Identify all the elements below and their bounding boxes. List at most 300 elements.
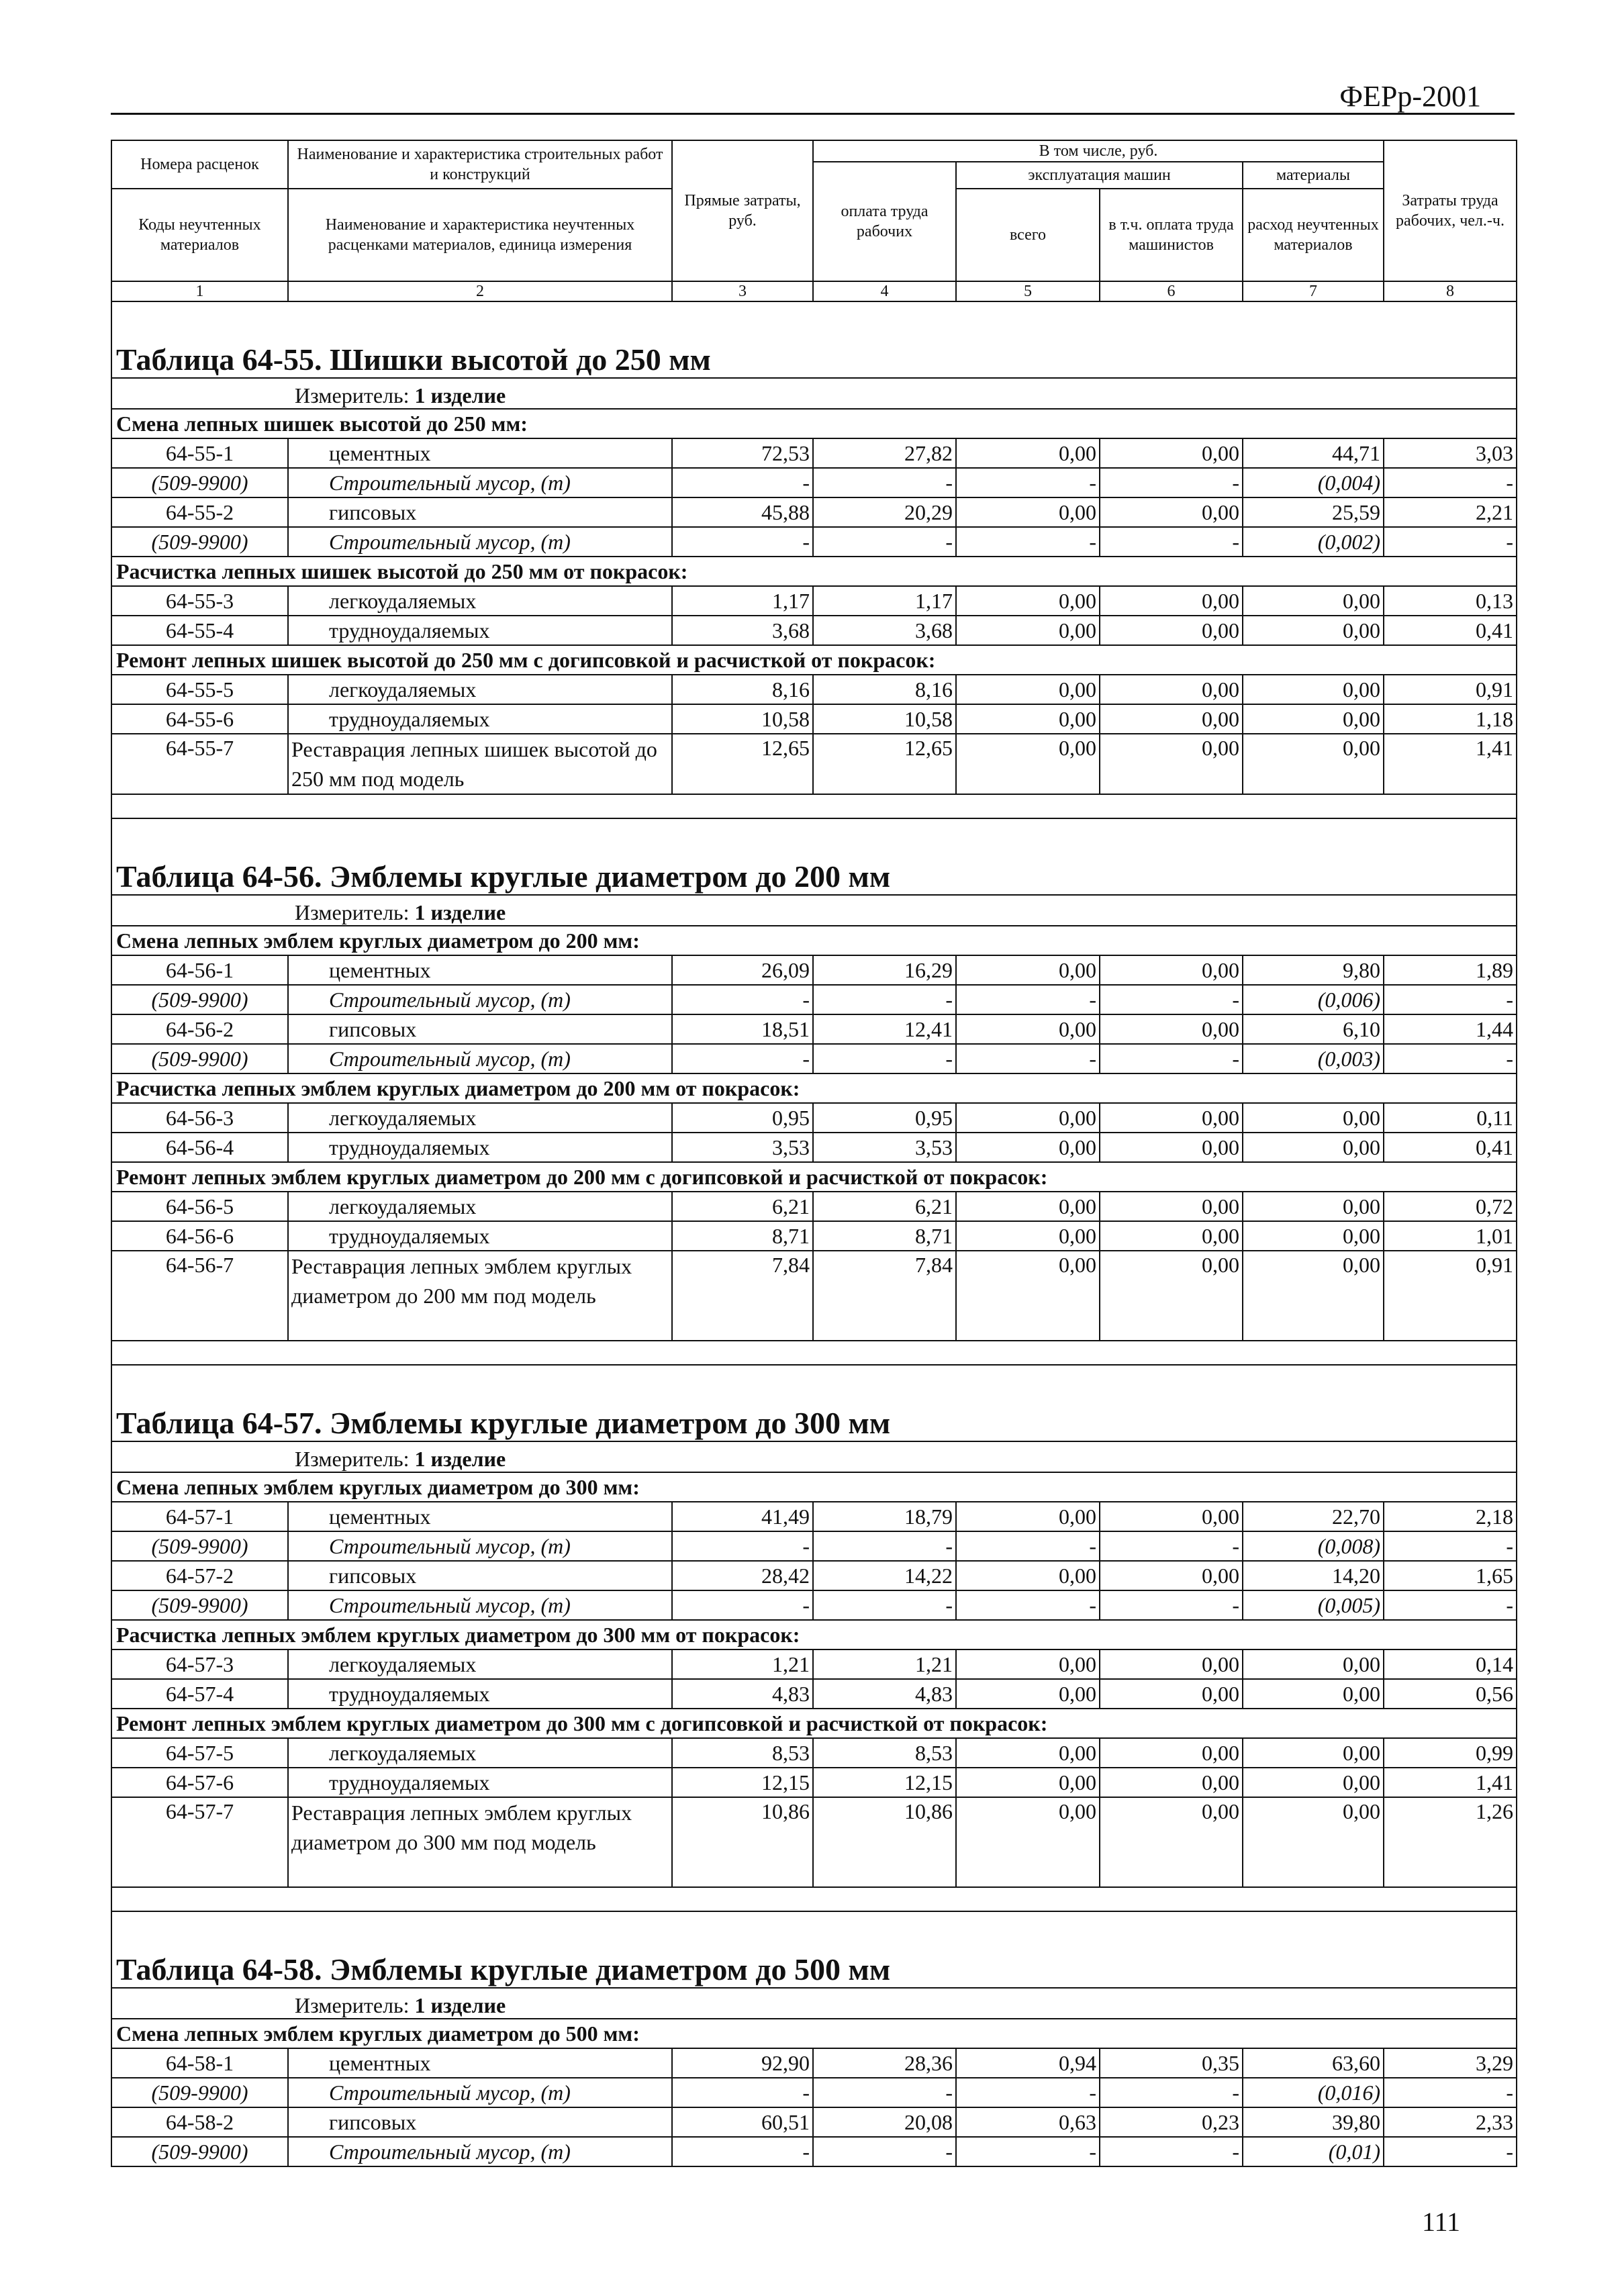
machines-total: 0,00: [956, 955, 1100, 985]
rate-code: 64-55-6: [111, 704, 288, 734]
section-heading-row: [111, 557, 1517, 586]
material-name: Строительный мусор, (т): [288, 1044, 672, 1073]
rate-row: [111, 1251, 1517, 1341]
rate-row: [111, 616, 1517, 645]
labor-hours: 0,41: [1384, 616, 1517, 645]
labor-pay: 10,86: [813, 1797, 956, 1887]
direct-cost: 28,42: [672, 1561, 813, 1590]
materials-cost: 39,80: [1243, 2107, 1384, 2137]
labor-hours: 2,33: [1384, 2107, 1517, 2137]
materials-cost: 63,60: [1243, 2048, 1384, 2078]
section-heading: Расчистка лепных эмблем круглых диаметром до 200 мм от покрасок:: [111, 1073, 1517, 1103]
meter-value: 1 изделие: [414, 383, 506, 408]
work-name: легкоудаляемых: [288, 586, 672, 616]
rate-row: [111, 497, 1517, 527]
labor-pay: 6,21: [813, 1192, 956, 1221]
labor-hours: -: [1384, 985, 1517, 1014]
labor-pay: -: [813, 527, 956, 557]
direct-cost: -: [672, 2078, 813, 2107]
section-heading: Ремонт лепных эмблем круглых диаметром до 200 мм с догипсовкой и расчисткой от покрасок:: [111, 1162, 1517, 1192]
rates-page: [111, 140, 1516, 2194]
meter-label: Измеритель:: [295, 900, 410, 924]
direct-cost: 18,51: [672, 1014, 813, 1044]
column-number: 7: [1243, 281, 1384, 301]
direct-cost: 6,21: [672, 1192, 813, 1221]
machines-total: 0,00: [956, 1679, 1100, 1709]
labor-pay: 1,17: [813, 586, 956, 616]
machines-total: -: [956, 2078, 1100, 2107]
labor-pay: -: [813, 2137, 956, 2166]
labor-hours: 1,65: [1384, 1561, 1517, 1590]
materials-cost: (0,004): [1243, 468, 1384, 497]
labor-pay: 12,41: [813, 1014, 956, 1044]
direct-cost: -: [672, 1531, 813, 1561]
direct-cost: 8,53: [672, 1738, 813, 1768]
machinist-pay: -: [1100, 527, 1243, 557]
column-number: 8: [1384, 281, 1517, 301]
rate-row: [111, 955, 1517, 985]
labor-hours: 0,11: [1384, 1103, 1517, 1133]
labor-hours: 3,03: [1384, 438, 1517, 468]
direct-cost: 41,49: [672, 1502, 813, 1531]
labor-hours: 0,72: [1384, 1192, 1517, 1221]
labor-hours: -: [1384, 1590, 1517, 1620]
material-code: (509-9900): [111, 2078, 288, 2107]
work-name: цементных: [288, 438, 672, 468]
labor-pay: 7,84: [813, 1251, 956, 1341]
material-row: [111, 2137, 1517, 2166]
direct-cost: 10,86: [672, 1797, 813, 1887]
section-heading: Ремонт лепных шишек высотой до 250 мм с догипсовкой и расчисткой от покрасок:: [111, 645, 1517, 675]
material-name: Строительный мусор, (т): [288, 468, 672, 497]
section-heading: Смена лепных эмблем круглых диаметром до 200 мм:: [111, 926, 1517, 955]
direct-cost: -: [672, 2137, 813, 2166]
meter-value: 1 изделие: [414, 900, 506, 924]
machinist-pay: -: [1100, 1044, 1243, 1073]
direct-cost: 8,16: [672, 675, 813, 704]
table-title: Таблица 64-57. Эмблемы круглые диаметром до 300 мм: [111, 1365, 1517, 1441]
spacer-cell: [111, 794, 1517, 818]
rate-code: 64-56-4: [111, 1133, 288, 1162]
materials-cost: 0,00: [1243, 1251, 1384, 1341]
header-codes-top: Номера расценок: [111, 140, 288, 189]
labor-hours: 1,01: [1384, 1221, 1517, 1251]
rate-code: 64-57-4: [111, 1679, 288, 1709]
labor-hours: 0,91: [1384, 675, 1517, 704]
header-direct-costs: Прямые затраты, руб.: [672, 140, 813, 281]
rate-row: [111, 1768, 1517, 1797]
materials-cost: 0,00: [1243, 1649, 1384, 1679]
machinist-pay: 0,00: [1100, 1103, 1243, 1133]
machinist-pay: 0,00: [1100, 1221, 1243, 1251]
meter-row: [111, 378, 1517, 409]
machinist-pay: 0,00: [1100, 1014, 1243, 1044]
rate-row: [111, 2107, 1517, 2137]
rate-code: 64-57-7: [111, 1797, 288, 1887]
direct-cost: -: [672, 1590, 813, 1620]
materials-cost: (0,006): [1243, 985, 1384, 1014]
header-labor-hours: Затраты труда рабочих, чел.-ч.: [1384, 140, 1517, 281]
meter-cell: [111, 1988, 1517, 2019]
header-name-bottom: Наименование и характеристика неучтенных расценками материалов, единица измерения: [288, 189, 672, 281]
section-heading: Расчистка лепных эмблем круглых диаметром до 300 мм от покрасок:: [111, 1620, 1517, 1649]
labor-pay: -: [813, 2078, 956, 2107]
materials-cost: 0,00: [1243, 1133, 1384, 1162]
materials-cost: 0,00: [1243, 1797, 1384, 1887]
header-including: В том числе, руб.: [813, 140, 1384, 162]
header-codes-bottom: Коды неучтенных материалов: [111, 189, 288, 281]
work-name: Реставрация лепных эмблем круглых диаметром до 200 мм под модель: [288, 1251, 672, 1341]
labor-hours: -: [1384, 527, 1517, 557]
labor-hours: 0,99: [1384, 1738, 1517, 1768]
section-heading-row: [111, 1620, 1517, 1649]
materials-cost: 0,00: [1243, 1192, 1384, 1221]
rate-code: 64-55-2: [111, 497, 288, 527]
direct-cost: 26,09: [672, 955, 813, 985]
machines-total: -: [956, 527, 1100, 557]
direct-cost: 72,53: [672, 438, 813, 468]
rate-row: [111, 1797, 1517, 1887]
spacer-cell: [111, 1887, 1517, 1911]
meter-row: [111, 1988, 1517, 2019]
machinist-pay: 0,00: [1100, 1768, 1243, 1797]
machines-total: 0,00: [956, 1014, 1100, 1044]
work-name: гипсовых: [288, 1561, 672, 1590]
direct-cost: 8,71: [672, 1221, 813, 1251]
materials-cost: 0,00: [1243, 1221, 1384, 1251]
machines-total: 0,00: [956, 675, 1100, 704]
material-code: (509-9900): [111, 2137, 288, 2166]
labor-hours: 0,14: [1384, 1649, 1517, 1679]
meter-label: Измеритель:: [295, 1447, 410, 1471]
header-materials: материалы: [1243, 162, 1384, 189]
material-name: Строительный мусор, (т): [288, 985, 672, 1014]
machinist-pay: -: [1100, 2078, 1243, 2107]
rate-row: [111, 1738, 1517, 1768]
section-heading-row: [111, 1162, 1517, 1192]
labor-hours: 1,44: [1384, 1014, 1517, 1044]
rate-code: 64-57-2: [111, 1561, 288, 1590]
meter-cell: [111, 1441, 1517, 1472]
direct-cost: 60,51: [672, 2107, 813, 2137]
direct-cost: -: [672, 1044, 813, 1073]
material-row: [111, 1590, 1517, 1620]
meter-row: [111, 1441, 1517, 1472]
materials-cost: 6,10: [1243, 1014, 1384, 1044]
rate-row: [111, 1192, 1517, 1221]
machines-total: 0,00: [956, 1133, 1100, 1162]
rate-row: [111, 1133, 1517, 1162]
machines-total: 0,00: [956, 734, 1100, 794]
labor-hours: 2,21: [1384, 497, 1517, 527]
rate-code: 64-55-7: [111, 734, 288, 794]
labor-pay: 16,29: [813, 955, 956, 985]
section-heading: Смена лепных шишек высотой до 250 мм:: [111, 409, 1517, 438]
work-name: цементных: [288, 1502, 672, 1531]
material-code: (509-9900): [111, 1590, 288, 1620]
rate-row: [111, 1649, 1517, 1679]
column-number: 6: [1100, 281, 1243, 301]
material-code: (509-9900): [111, 468, 288, 497]
materials-cost: 9,80: [1243, 955, 1384, 985]
table-spacer: [111, 1341, 1517, 1365]
machines-total: 0,00: [956, 1797, 1100, 1887]
labor-pay: 12,15: [813, 1768, 956, 1797]
labor-pay: 27,82: [813, 438, 956, 468]
machinist-pay: 0,00: [1100, 675, 1243, 704]
machinist-pay: 0,00: [1100, 497, 1243, 527]
material-row: [111, 2078, 1517, 2107]
rate-code: 64-55-1: [111, 438, 288, 468]
section-heading-row: [111, 1073, 1517, 1103]
machines-total: 0,00: [956, 1502, 1100, 1531]
material-code: (509-9900): [111, 985, 288, 1014]
labor-hours: 3,29: [1384, 2048, 1517, 2078]
rate-code: 64-56-3: [111, 1103, 288, 1133]
work-name: легкоудаляемых: [288, 1738, 672, 1768]
labor-hours: 0,41: [1384, 1133, 1517, 1162]
labor-pay: -: [813, 1531, 956, 1561]
labor-pay: 18,79: [813, 1502, 956, 1531]
machinist-pay: -: [1100, 468, 1243, 497]
rate-code: 64-57-1: [111, 1502, 288, 1531]
materials-cost: 0,00: [1243, 1738, 1384, 1768]
meter-label: Измеритель:: [295, 1993, 410, 2017]
materials-cost: 0,00: [1243, 586, 1384, 616]
materials-cost: 22,70: [1243, 1502, 1384, 1531]
direct-cost: 12,15: [672, 1768, 813, 1797]
machinist-pay: 0,00: [1100, 1738, 1243, 1768]
machines-total: 0,00: [956, 704, 1100, 734]
column-number: 4: [813, 281, 956, 301]
materials-cost: (0,008): [1243, 1531, 1384, 1561]
table-title: Таблица 64-56. Эмблемы круглые диаметром до 200 мм: [111, 818, 1517, 895]
labor-hours: 1,18: [1384, 704, 1517, 734]
table-spacer: [111, 794, 1517, 818]
rate-code: 64-55-5: [111, 675, 288, 704]
labor-pay: 3,68: [813, 616, 956, 645]
page-number: 111: [1422, 2207, 1461, 2237]
labor-pay: -: [813, 1044, 956, 1073]
section-heading-row: [111, 645, 1517, 675]
direct-cost: 92,90: [672, 2048, 813, 2078]
labor-hours: -: [1384, 1531, 1517, 1561]
work-name: гипсовых: [288, 2107, 672, 2137]
machinist-pay: 0,00: [1100, 586, 1243, 616]
column-number: 1: [111, 281, 288, 301]
labor-pay: 3,53: [813, 1133, 956, 1162]
header-machinist-pay: в т.ч. оплата труда машинистов: [1100, 189, 1243, 281]
spacer-cell: [111, 1341, 1517, 1365]
work-name: легкоудаляемых: [288, 1649, 672, 1679]
machinist-pay: 0,23: [1100, 2107, 1243, 2137]
materials-cost: 14,20: [1243, 1561, 1384, 1590]
materials-cost: (0,003): [1243, 1044, 1384, 1073]
machines-total: 0,00: [956, 1251, 1100, 1341]
machines-total: 0,00: [956, 1738, 1100, 1768]
material-row: [111, 985, 1517, 1014]
material-code: (509-9900): [111, 1531, 288, 1561]
labor-hours: 1,41: [1384, 1768, 1517, 1797]
machines-total: 0,00: [956, 1768, 1100, 1797]
table-title-row: [111, 818, 1517, 895]
machines-total: -: [956, 468, 1100, 497]
work-name: трудноудаляемых: [288, 704, 672, 734]
header-name-top: Наименование и характеристика строительных работ и конструкций: [288, 140, 672, 189]
rate-code: 64-57-3: [111, 1649, 288, 1679]
direct-cost: 10,58: [672, 704, 813, 734]
machines-total: 0,63: [956, 2107, 1100, 2137]
meter-label: Измеритель:: [295, 383, 410, 408]
materials-cost: 0,00: [1243, 734, 1384, 794]
machinist-pay: 0,00: [1100, 1679, 1243, 1709]
section-heading: Расчистка лепных шишек высотой до 250 мм от покрасок:: [111, 557, 1517, 586]
materials-cost: 0,00: [1243, 1679, 1384, 1709]
header-rule: [111, 113, 1515, 115]
header-machines: эксплуатация машин: [956, 162, 1243, 189]
labor-pay: -: [813, 468, 956, 497]
labor-hours: 0,91: [1384, 1251, 1517, 1341]
rate-row: [111, 1221, 1517, 1251]
direct-cost: 1,17: [672, 586, 813, 616]
labor-hours: -: [1384, 468, 1517, 497]
labor-hours: 2,18: [1384, 1502, 1517, 1531]
machines-total: 0,00: [956, 497, 1100, 527]
rate-row: [111, 1502, 1517, 1531]
labor-pay: 8,16: [813, 675, 956, 704]
header-machines-total: всего: [956, 189, 1100, 281]
machinist-pay: -: [1100, 2137, 1243, 2166]
labor-hours: 1,41: [1384, 734, 1517, 794]
machines-total: 0,00: [956, 586, 1100, 616]
work-name: трудноудаляемых: [288, 1768, 672, 1797]
work-name: трудноудаляемых: [288, 1679, 672, 1709]
rate-code: 64-58-1: [111, 2048, 288, 2078]
work-name: гипсовых: [288, 497, 672, 527]
material-code: (509-9900): [111, 1044, 288, 1073]
section-heading: Смена лепных эмблем круглых диаметром до 500 мм:: [111, 2019, 1517, 2048]
rate-row: [111, 1014, 1517, 1044]
rate-code: 64-57-6: [111, 1768, 288, 1797]
meter-value: 1 изделие: [414, 1993, 506, 2017]
labor-hours: 0,56: [1384, 1679, 1517, 1709]
rate-row: [111, 2048, 1517, 2078]
labor-pay: 10,58: [813, 704, 956, 734]
machinist-pay: 0,00: [1100, 1649, 1243, 1679]
machines-total: -: [956, 1590, 1100, 1620]
materials-cost: 25,59: [1243, 497, 1384, 527]
material-name: Строительный мусор, (т): [288, 1531, 672, 1561]
work-name: легкоудаляемых: [288, 1192, 672, 1221]
machinist-pay: 0,00: [1100, 1251, 1243, 1341]
column-number: 3: [672, 281, 813, 301]
section-heading-row: [111, 1472, 1517, 1502]
table-title: Таблица 64-58. Эмблемы круглые диаметром до 500 мм: [111, 1911, 1517, 1988]
material-row: [111, 468, 1517, 497]
table-title-row: [111, 1911, 1517, 1988]
labor-pay: 1,21: [813, 1649, 956, 1679]
table-body: [111, 140, 1517, 2166]
work-name: цементных: [288, 955, 672, 985]
material-row: [111, 1044, 1517, 1073]
rate-row: [111, 1103, 1517, 1133]
direct-cost: 3,68: [672, 616, 813, 645]
machines-total: 0,00: [956, 1103, 1100, 1133]
rate-row: [111, 1679, 1517, 1709]
machinist-pay: -: [1100, 1590, 1243, 1620]
rate-row: [111, 704, 1517, 734]
work-name: трудноудаляемых: [288, 1133, 672, 1162]
section-heading-row: [111, 409, 1517, 438]
section-heading-row: [111, 926, 1517, 955]
rate-code: 64-55-3: [111, 586, 288, 616]
materials-cost: 0,00: [1243, 675, 1384, 704]
header-materials-use: расход неучтенных материалов: [1243, 189, 1384, 281]
machines-total: -: [956, 985, 1100, 1014]
machines-total: 0,94: [956, 2048, 1100, 2078]
table-title: Таблица 64-55. Шишки высотой до 250 мм: [111, 301, 1517, 378]
materials-cost: 0,00: [1243, 1103, 1384, 1133]
machinist-pay: 0,00: [1100, 1502, 1243, 1531]
table-spacer: [111, 1887, 1517, 1911]
labor-hours: 0,13: [1384, 586, 1517, 616]
direct-cost: 12,65: [672, 734, 813, 794]
material-row: [111, 527, 1517, 557]
rate-code: 64-57-5: [111, 1738, 288, 1768]
direct-cost: 45,88: [672, 497, 813, 527]
rate-code: 64-56-2: [111, 1014, 288, 1044]
machines-total: 0,00: [956, 438, 1100, 468]
machinist-pay: 0,00: [1100, 1192, 1243, 1221]
column-number: 5: [956, 281, 1100, 301]
labor-pay: 8,53: [813, 1738, 956, 1768]
direct-cost: 3,53: [672, 1133, 813, 1162]
labor-pay: 28,36: [813, 2048, 956, 2078]
direct-cost: 4,83: [672, 1679, 813, 1709]
rate-row: [111, 675, 1517, 704]
labor-hours: -: [1384, 2137, 1517, 2166]
rate-row: [111, 734, 1517, 794]
rate-code: 64-55-4: [111, 616, 288, 645]
machines-total: 0,00: [956, 1561, 1100, 1590]
labor-pay: 20,08: [813, 2107, 956, 2137]
machinist-pay: 0,00: [1100, 955, 1243, 985]
meter-cell: [111, 378, 1517, 409]
material-code: (509-9900): [111, 527, 288, 557]
machinist-pay: 0,00: [1100, 1133, 1243, 1162]
column-number: 2: [288, 281, 672, 301]
material-name: Строительный мусор, (т): [288, 2137, 672, 2166]
rate-code: 64-56-1: [111, 955, 288, 985]
machines-total: 0,00: [956, 1221, 1100, 1251]
machines-total: -: [956, 1531, 1100, 1561]
labor-pay: 12,65: [813, 734, 956, 794]
direct-cost: 0,95: [672, 1103, 813, 1133]
materials-cost: 0,00: [1243, 1768, 1384, 1797]
table-title-row: [111, 301, 1517, 378]
rate-code: 64-56-6: [111, 1221, 288, 1251]
direct-cost: 1,21: [672, 1649, 813, 1679]
rate-code: 64-56-7: [111, 1251, 288, 1341]
work-name: Реставрация лепных эмблем круглых диаметром до 300 мм под модель: [288, 1797, 672, 1887]
materials-cost: (0,002): [1243, 527, 1384, 557]
material-name: Строительный мусор, (т): [288, 1590, 672, 1620]
machines-total: -: [956, 1044, 1100, 1073]
material-name: Строительный мусор, (т): [288, 2078, 672, 2107]
machinist-pay: 0,00: [1100, 734, 1243, 794]
machinist-pay: 0,00: [1100, 704, 1243, 734]
direct-cost: -: [672, 468, 813, 497]
